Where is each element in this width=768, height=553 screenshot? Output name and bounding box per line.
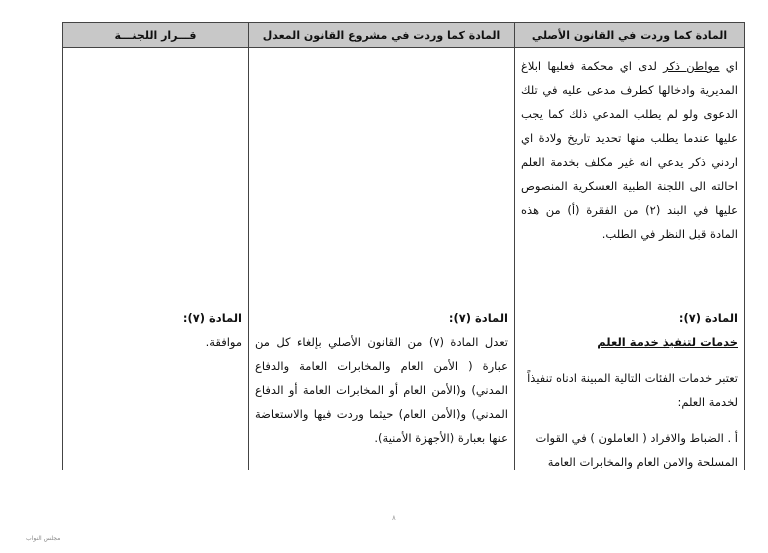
header-committee-decision: قـــرار اللجنـــة: [63, 23, 249, 48]
table-header-row: [63, 23, 745, 48]
original-article-item-a: أ . الضباط والافراد ( العاملون ) في القوات المسلحة والامن العام والمخابرات العامة: [535, 431, 738, 469]
footer-source-label: مجلس النواب: [26, 535, 61, 542]
cell-committee-decision: [63, 48, 249, 471]
cell-amended-law: [249, 48, 515, 471]
original-article-subtitle: خدمات لتنفيذ خدمة العلم: [597, 335, 738, 349]
committee-decision-text: موافقة.: [205, 335, 242, 349]
original-continuation-paragraph: [515, 54, 744, 246]
page-number: ٨: [392, 514, 396, 522]
original-article-title: المادة (٧):: [678, 311, 738, 325]
original-article-intro: تعتبر خدمات الفئات التالية المبينة ادناه تنفيذاً لخدمة العلم:: [527, 371, 738, 409]
table-row: [63, 48, 745, 471]
comparison-table: [62, 22, 745, 470]
header-original-law: المادة كما وردت في القانون الأصلي: [515, 23, 745, 48]
original-article-block: [515, 306, 744, 474]
cell-original-law: [515, 48, 745, 471]
continuation-rest-text: لدى اي محكمة فعليها ابلاغ المديرية وادخالها كطرف مدعى عليه في تلك الدعوى ولو لم يطلب المدعي ذلك كما يجب عليها عندما يطلب منها تحديد تاريخ ولادة اي اردني ذكر يدعي انه غير مكلف بخدمة العلم احالته الى اللجنة الطبية العسكرية المنصوص عليها في البند (٢) من الفقرة (أ) من هذه المادة قبل النظر في الطلب.: [521, 59, 739, 241]
amended-article-text: تعدل المادة (٧) من القانون الأصلي بإلغاء كل من عبارة ( الأمن العام والمخابرات العامة والدفاع المدني) و(الأمن العام أو المخابرات العامة أو الدفاع المدني) و(الأمن العام) حيثما وردت فيها والاستعاضة عنها بعبارة (الأجهزة الأمنية).: [255, 335, 508, 445]
committee-article-block: [63, 306, 248, 354]
header-amended-law: المادة كما وردت في مشروع القانون المعدل: [249, 23, 515, 48]
continuation-start-text: اي: [719, 59, 738, 73]
committee-article-title: المادة (٧):: [182, 311, 242, 325]
underlined-phrase: مواطن ذكر: [663, 59, 720, 73]
amended-article-title: المادة (٧):: [448, 311, 508, 325]
amended-article-block: [249, 306, 514, 450]
